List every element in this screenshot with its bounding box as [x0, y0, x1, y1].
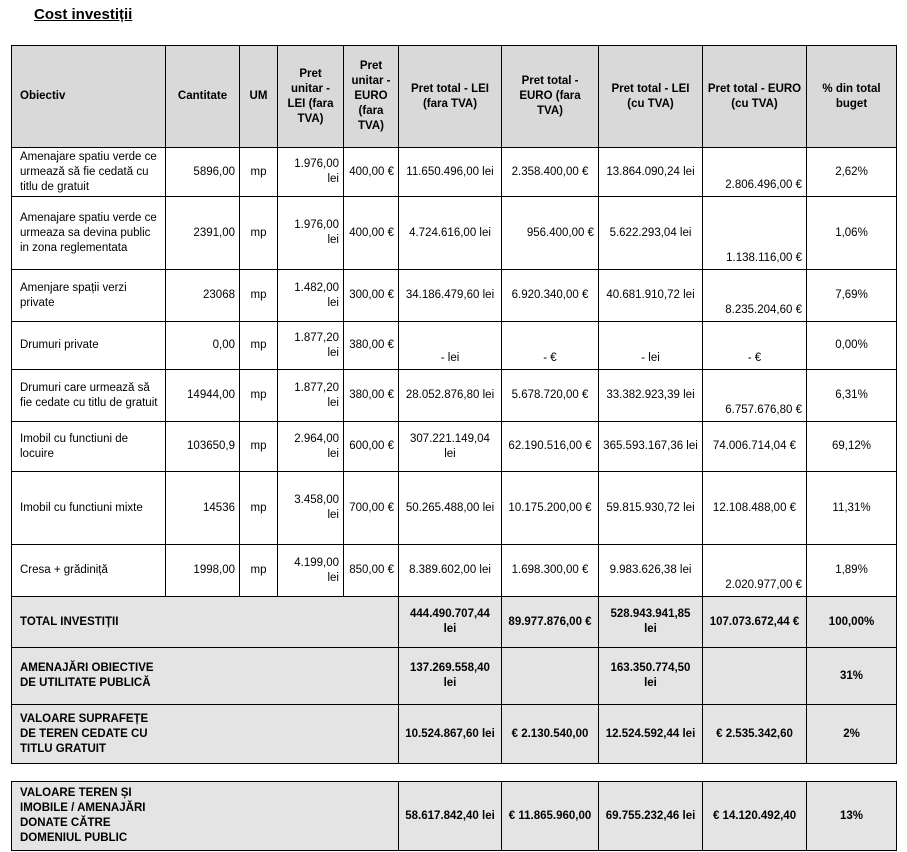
cell-pt-euro: 62.190.516,00 €	[502, 422, 599, 472]
cell-pu-euro: 400,00 €	[344, 197, 399, 270]
cell-ptv-euro: 12.108.488,00 €	[703, 472, 807, 545]
cell-cantitate: 23068	[166, 270, 240, 322]
cell-ptv-lei: 365.593.167,36 lei	[599, 422, 703, 472]
col-header-ptv-lei: Pret total - LEI (cu TVA)	[599, 46, 703, 148]
cell-obiectiv: Amenjare spații verzi private	[12, 270, 166, 322]
cell-ptv-euro: - €	[703, 322, 807, 370]
table-row	[12, 322, 897, 370]
table-row	[12, 270, 897, 322]
cell-obiectiv: Amenajare spatiu verde ce urmează să fie cedată cu titlu de gratuit	[12, 148, 166, 197]
cell-pt-lei: 34.186.479,60 lei	[399, 270, 502, 322]
cell-pt-lei: 28.052.876,80 lei	[399, 370, 502, 422]
total-pt-euro: 89.977.876,00 €	[502, 597, 599, 648]
cell-um: mp	[240, 370, 278, 422]
total-pct: 100,00%	[807, 597, 897, 648]
total-pt-lei: 444.490.707,44 lei	[399, 597, 502, 648]
total-pt-lei: 137.269.558,40 lei	[399, 648, 502, 705]
cell-um: mp	[240, 472, 278, 545]
page-title: Cost investiții	[34, 6, 133, 23]
total-label-text: VALOARE SUPRAFEȚE DE TEREN CEDATE CU TITLU GRATUIT	[20, 712, 149, 755]
cell-pu-lei: 1.482,00 lei	[278, 270, 344, 322]
cell-ptv-lei: 9.983.626,38 lei	[599, 545, 703, 597]
total-pt-euro: € 2.130.540,00	[502, 705, 599, 764]
cell-pt-euro: 10.175.200,00 €	[502, 472, 599, 545]
cell-pu-euro: 380,00 €	[344, 322, 399, 370]
cell-pct: 11,31%	[807, 472, 897, 545]
total-pct: 2%	[807, 705, 897, 764]
col-header-pu-euro: Pret unitar - EURO (fara TVA)	[344, 46, 399, 148]
total-ptv-euro: € 2.535.342,60	[703, 705, 807, 764]
total-pt-euro	[502, 648, 599, 705]
cost-table	[11, 45, 897, 764]
cell-um: mp	[240, 197, 278, 270]
cell-pt-lei: 307.221.149,04 lei	[399, 422, 502, 472]
donation-pt-euro: € 11.865.960,00	[502, 782, 599, 851]
col-header-pt-euro: Pret total - EURO (fara TVA)	[502, 46, 599, 148]
total-pt-lei: 10.524.867,60 lei	[399, 705, 502, 764]
cell-pct: 1,06%	[807, 197, 897, 270]
donation-label	[12, 782, 399, 851]
cell-pt-euro: - €	[502, 322, 599, 370]
donation-ptv-lei: 69.755.232,46 lei	[599, 782, 703, 851]
total-row	[12, 597, 897, 648]
cell-ptv-lei: 40.681.910,72 lei	[599, 270, 703, 322]
cell-cantitate: 103650,9	[166, 422, 240, 472]
donation-pct: 13%	[807, 782, 897, 851]
col-header-um: UM	[240, 46, 278, 148]
col-header-pct: % din total buget	[807, 46, 897, 148]
cell-pct: 69,12%	[807, 422, 897, 472]
cell-pu-euro: 400,00 €	[344, 148, 399, 197]
cell-cantitate: 14944,00	[166, 370, 240, 422]
cell-ptv-euro: 1.138.116,00 €	[703, 197, 807, 270]
cell-pct: 7,69%	[807, 270, 897, 322]
table-row	[12, 472, 897, 545]
donation-label-text: VALOARE TEREN ȘI IMOBILE / AMENAJĂRI DONATE CĂTRE DOMENIUL PUBLIC	[20, 787, 146, 844]
cell-pu-euro: 300,00 €	[344, 270, 399, 322]
total-row	[12, 648, 897, 705]
total-ptv-euro	[703, 648, 807, 705]
col-header-pt-lei: Pret total - LEI (fara TVA)	[399, 46, 502, 148]
cell-pt-lei: - lei	[399, 322, 502, 370]
col-header-ptv-euro: Pret total - EURO (cu TVA)	[703, 46, 807, 148]
cell-pt-euro: 5.678.720,00 €	[502, 370, 599, 422]
cell-ptv-lei: 13.864.090,24 lei	[599, 148, 703, 197]
total-ptv-lei: 528.943.941,85 lei	[599, 597, 703, 648]
cell-obiectiv: Imobil cu functiuni de locuire	[12, 422, 166, 472]
cell-um: mp	[240, 148, 278, 197]
cell-pu-euro: 380,00 €	[344, 370, 399, 422]
cell-pt-lei: 4.724.616,00 lei	[399, 197, 502, 270]
donation-row	[12, 782, 897, 851]
cell-pct: 1,89%	[807, 545, 897, 597]
cell-ptv-euro: 6.757.676,80 €	[703, 370, 807, 422]
total-ptv-euro: 107.073.672,44 €	[703, 597, 807, 648]
cell-pu-euro: 600,00 €	[344, 422, 399, 472]
cell-um: mp	[240, 270, 278, 322]
cell-um: mp	[240, 422, 278, 472]
cell-um: mp	[240, 545, 278, 597]
col-header-cantitate: Cantitate	[166, 46, 240, 148]
col-header-pu-lei: Pret unitar - LEI (fara TVA)	[278, 46, 344, 148]
cell-pt-euro: 6.920.340,00 €	[502, 270, 599, 322]
table-row	[12, 545, 897, 597]
cell-obiectiv: Amenajare spatiu verde ce urmeaza sa devina public in zona reglementata	[12, 197, 166, 270]
total-row	[12, 705, 897, 764]
header-row	[12, 46, 897, 148]
cell-pct: 2,62%	[807, 148, 897, 197]
table-row	[12, 370, 897, 422]
cell-pt-euro: 1.698.300,00 €	[502, 545, 599, 597]
total-label-text: AMENAJĂRI OBIECTIVE DE UTILITATE PUBLICĂ	[20, 662, 154, 689]
table-row	[12, 148, 897, 197]
donation-ptv-euro: € 14.120.492,40	[703, 782, 807, 851]
total-label	[12, 648, 399, 705]
cell-pt-lei: 11.650.496,00 lei	[399, 148, 502, 197]
cell-obiectiv: Drumuri care urmează să fie cedate cu titlu de gratuit	[12, 370, 166, 422]
cell-ptv-lei: 33.382.923,39 lei	[599, 370, 703, 422]
cell-pt-lei: 50.265.488,00 lei	[399, 472, 502, 545]
cell-ptv-euro: 8.235.204,60 €	[703, 270, 807, 322]
cell-um: mp	[240, 322, 278, 370]
cell-ptv-euro: 2.806.496,00 €	[703, 148, 807, 197]
cell-pct: 6,31%	[807, 370, 897, 422]
cell-pt-euro: 956.400,00 €	[502, 197, 599, 270]
cell-pt-euro: 2.358.400,00 €	[502, 148, 599, 197]
col-header-obiectiv: Obiectiv	[12, 46, 166, 148]
cell-pu-euro: 850,00 €	[344, 545, 399, 597]
cell-pct: 0,00%	[807, 322, 897, 370]
cell-ptv-euro: 74.006.714,04 €	[703, 422, 807, 472]
cell-pu-lei: 1.877,20 lei	[278, 322, 344, 370]
cell-cantitate: 1998,00	[166, 545, 240, 597]
total-ptv-lei: 12.524.592,44 lei	[599, 705, 703, 764]
cell-pu-lei: 3.458,00 lei	[278, 472, 344, 545]
donation-pt-lei: 58.617.842,40 lei	[399, 782, 502, 851]
table-row	[12, 197, 897, 270]
cell-pt-lei: 8.389.602,00 lei	[399, 545, 502, 597]
cell-cantitate: 0,00	[166, 322, 240, 370]
cell-ptv-lei: 59.815.930,72 lei	[599, 472, 703, 545]
donation-table	[11, 781, 897, 851]
cell-pu-euro: 700,00 €	[344, 472, 399, 545]
cell-obiectiv: Drumuri private	[12, 322, 166, 370]
cell-ptv-euro: 2.020.977,00 €	[703, 545, 807, 597]
total-ptv-lei: 163.350.774,50 lei	[599, 648, 703, 705]
table-row	[12, 422, 897, 472]
cell-cantitate: 5896,00	[166, 148, 240, 197]
cell-ptv-lei: 5.622.293,04 lei	[599, 197, 703, 270]
cell-pu-lei: 1.976,00 lei	[278, 197, 344, 270]
total-label: TOTAL INVESTIȚII	[12, 597, 399, 648]
cell-pu-lei: 1.976,00 lei	[278, 148, 344, 197]
cell-cantitate: 14536	[166, 472, 240, 545]
cell-pu-lei: 1.877,20 lei	[278, 370, 344, 422]
total-pct: 31%	[807, 648, 897, 705]
cell-obiectiv: Imobil cu functiuni mixte	[12, 472, 166, 545]
cell-obiectiv: Cresa + grădiniță	[12, 545, 166, 597]
cell-pu-lei: 2.964,00 lei	[278, 422, 344, 472]
total-label	[12, 705, 399, 764]
cell-cantitate: 2391,00	[166, 197, 240, 270]
cell-pu-lei: 4.199,00 lei	[278, 545, 344, 597]
cell-ptv-lei: - lei	[599, 322, 703, 370]
